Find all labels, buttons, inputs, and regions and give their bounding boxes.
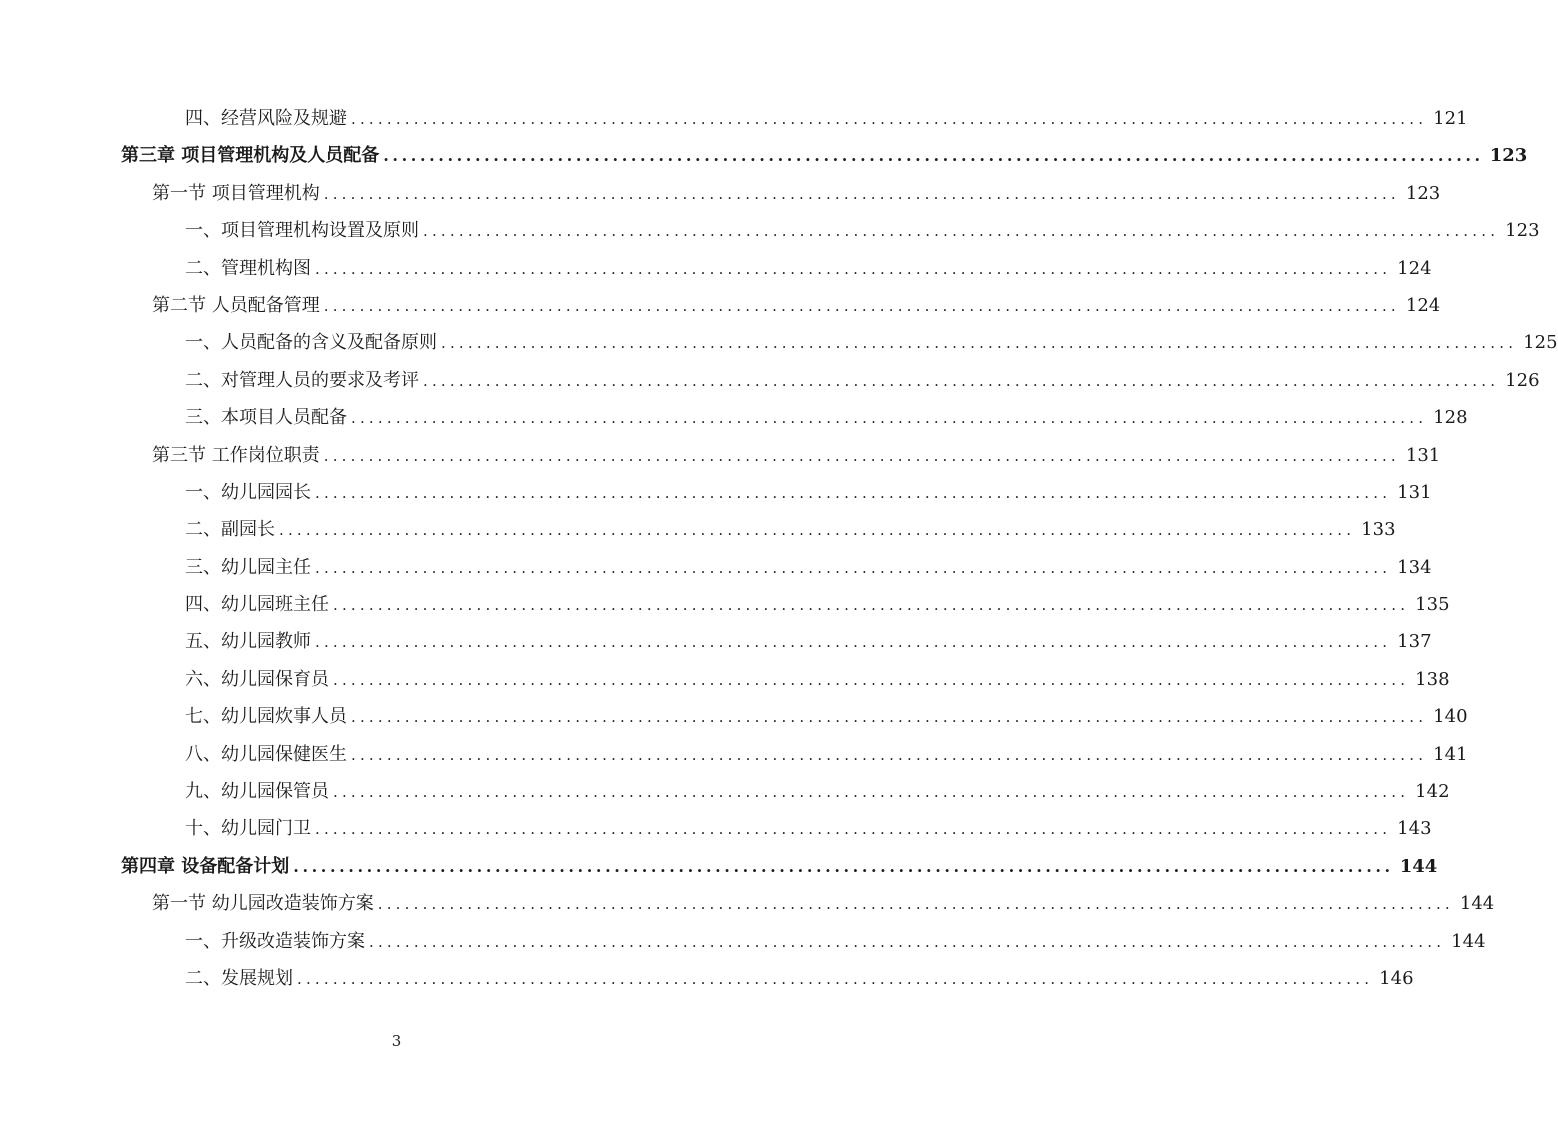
toc-entry-title: 四、经营风险及规避 [185, 108, 347, 129]
toc-dot-leader: ........................................................................................................................ [377, 895, 1454, 914]
toc-dot-leader: ........................................................................................................................ [351, 110, 1428, 128]
toc-entry[interactable] [0, 586, 1450, 623]
toc-entry-title: 七、幼儿园炊事人员 [185, 706, 347, 728]
toc-entry-page: 124 [1397, 257, 1432, 279]
toc-dot-leader: ........................................................................................................................ [315, 633, 1392, 652]
toc-entry[interactable] [0, 474, 1432, 511]
toc-entry-page: 123 [1405, 182, 1441, 204]
toc-dot-leader: ........................................................................................................................ [315, 820, 1392, 839]
toc-entry-page: 134 [1397, 556, 1432, 578]
toc-entry[interactable] [0, 437, 1441, 474]
toc-entry-title: 第一节 项目管理机构 [152, 182, 320, 204]
toc-entry-title: 一、人员配备的含义及配备原则 [185, 332, 437, 354]
table-of-contents [0, 100, 1558, 997]
toc-dot-leader: ........................................................................................................................ [351, 708, 1428, 727]
toc-dot-leader: ........................................................................................................................ [323, 446, 1400, 465]
toc-entry[interactable] [0, 698, 1468, 735]
toc-dot-leader: ........................................................................................................................ [315, 558, 1392, 577]
toc-entry-title: 一、项目管理机构设置及原则 [185, 220, 419, 242]
toc-entry-title: 第二节 人员配备管理 [152, 294, 320, 316]
toc-entry-page: 135 [1415, 594, 1450, 616]
toc-entry-title: 第四章 设备配备计划 [121, 855, 290, 877]
toc-entry-page: 138 [1415, 668, 1450, 690]
toc-entry-title: 第三章 项目管理机构及人员配备 [121, 145, 380, 167]
toc-entry-title: 第一节 幼儿园改造装饰方案 [152, 893, 374, 915]
toc-entry-title: 六、幼儿园保育员 [185, 668, 329, 690]
toc-entry[interactable] [0, 623, 1432, 660]
toc-dot-leader: ........................................................................................................................ [333, 596, 1410, 615]
toc-entry-page: 140 [1433, 706, 1468, 728]
toc-entry-page: 141 [1433, 743, 1468, 765]
toc-entry-title: 第三节 工作岗位职责 [152, 444, 320, 466]
toc-entry[interactable] [0, 810, 1432, 847]
toc-entry-page: 144 [1459, 893, 1495, 915]
toc-entry-title: 二、对管理人员的要求及考评 [185, 369, 419, 391]
toc-entry-title: 八、幼儿园保健医生 [185, 743, 347, 765]
toc-entry-title: 一、升级改造装饰方案 [185, 930, 365, 952]
toc-entry-title: 一、幼儿园园长 [185, 481, 311, 503]
toc-dot-leader: ........................................................................................................................ [323, 296, 1400, 315]
toc-entry-page: 142 [1415, 781, 1450, 803]
toc-entry-page: 126 [1505, 369, 1540, 391]
toc-entry[interactable] [0, 362, 1540, 399]
toc-dot-leader: ........................................................................................................................ [383, 146, 1484, 166]
toc-entry[interactable] [0, 212, 1540, 249]
toc-entry-title: 三、本项目人员配备 [185, 407, 347, 429]
toc-dot-leader: ........................................................................................................................ [333, 670, 1410, 689]
toc-dot-leader: ........................................................................................................................ [279, 521, 1356, 540]
toc-dot-leader: ........................................................................................................................ [323, 184, 1400, 203]
toc-entry-page: 124 [1405, 294, 1441, 316]
toc-entry-page: 144 [1399, 855, 1438, 877]
toc-entry-page: 146 [1379, 967, 1414, 989]
toc-dot-leader: ........................................................................................................................ [315, 259, 1392, 278]
toc-entry[interactable] [0, 511, 1396, 548]
toc-entry[interactable] [0, 100, 1468, 137]
toc-entry-title: 三、幼儿园主任 [185, 556, 311, 578]
page-number: 3 [391, 1032, 402, 1050]
toc-entry[interactable] [0, 960, 1414, 997]
toc-dot-leader: ........................................................................................................................ [423, 222, 1500, 241]
toc-entry[interactable] [0, 287, 1441, 324]
toc-entry-title: 九、幼儿园保管员 [185, 781, 329, 803]
toc-entry-page: 143 [1397, 818, 1432, 840]
toc-dot-leader: ........................................................................................................................ [351, 409, 1428, 428]
toc-dot-leader: ........................................................................................................................ [293, 856, 1394, 876]
toc-entry-title: 四、幼儿园班主任 [185, 594, 329, 616]
toc-entry-title: 二、发展规划 [185, 967, 293, 989]
toc-entry-page: 131 [1405, 444, 1441, 466]
toc-entry-page: 123 [1489, 145, 1528, 167]
toc-dot-leader: ........................................................................................................................ [351, 745, 1428, 764]
toc-entry[interactable] [0, 848, 1438, 885]
toc-entry[interactable] [0, 773, 1450, 810]
toc-entry-page: 144 [1451, 930, 1486, 952]
toc-dot-leader: ........................................................................................................................ [297, 969, 1374, 988]
toc-entry[interactable] [0, 885, 1495, 922]
toc-entry[interactable] [0, 736, 1468, 773]
toc-entry[interactable] [0, 661, 1450, 698]
toc-entry[interactable] [0, 250, 1432, 287]
toc-entry-page: 125 [1523, 332, 1558, 354]
toc-entry[interactable] [0, 549, 1432, 586]
toc-entry-title: 五、幼儿园教师 [185, 631, 311, 653]
toc-entry-page: 131 [1397, 481, 1432, 503]
toc-entry-title: 二、管理机构图 [185, 257, 311, 279]
toc-entry[interactable] [0, 923, 1486, 960]
toc-dot-leader: ........................................................................................................................ [369, 932, 1446, 951]
toc-entry-page: 133 [1361, 519, 1396, 541]
toc-entry[interactable] [0, 399, 1468, 436]
toc-entry-title: 二、副园长 [185, 519, 275, 541]
toc-dot-leader: ........................................................................................................................ [315, 483, 1392, 502]
toc-dot-leader: ........................................................................................................................ [423, 371, 1500, 390]
toc-entry-page: 123 [1505, 220, 1540, 242]
toc-entry-page: 121 [1433, 108, 1468, 129]
toc-entry-title: 十、幼儿园门卫 [185, 818, 311, 840]
toc-entry[interactable] [0, 175, 1441, 212]
toc-dot-leader: ........................................................................................................................ [441, 334, 1518, 353]
toc-entry-page: 137 [1397, 631, 1432, 653]
toc-entry-page: 128 [1433, 407, 1468, 429]
toc-entry[interactable] [0, 137, 1528, 174]
toc-entry[interactable] [0, 324, 1558, 361]
toc-dot-leader: ........................................................................................................................ [333, 783, 1410, 802]
